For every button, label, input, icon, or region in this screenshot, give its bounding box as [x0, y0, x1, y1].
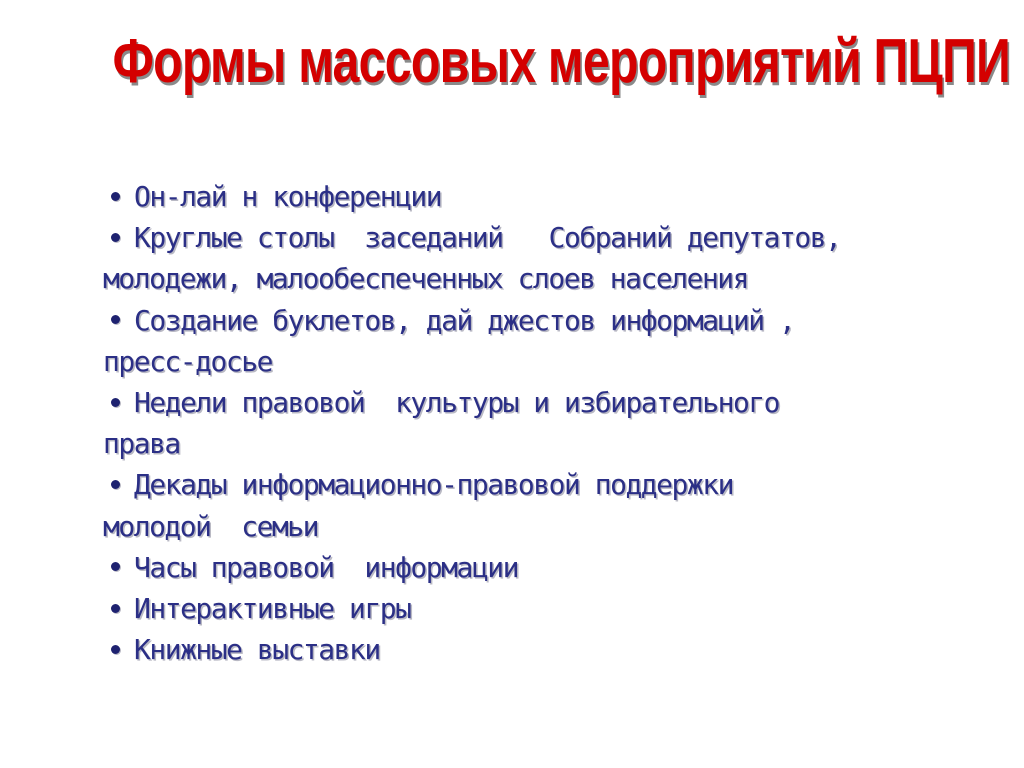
list-item	[103, 547, 843, 588]
slide-title: Формы массовых мероприятий ПЦПИ	[112, 27, 1011, 96]
bullet-icon	[111, 233, 120, 242]
list-item-text: Создание буклетов, дай джестов информаций , пресс-досье	[103, 303, 810, 378]
list-item	[103, 382, 843, 464]
list-item-text: Книжные выставки	[134, 633, 380, 667]
list-item-text: Часы правовой информации	[134, 550, 518, 584]
list-item	[103, 629, 843, 670]
bullet-icon	[111, 192, 120, 201]
list-item-text: Недели правовой культуры и избирательного права	[103, 386, 795, 461]
bullet-icon	[111, 480, 120, 489]
list-item-text: Декады информационно-правовой поддержки молодой семьи	[103, 468, 749, 543]
bullet-icon	[111, 398, 120, 407]
list-item-text: Он-лай н конференции	[134, 180, 442, 213]
list-item	[103, 217, 856, 299]
list-item	[103, 300, 843, 382]
bullet-icon	[111, 562, 120, 571]
list-item-text: Круглые столы заседаний Собраний депутатов, молодежи, малообеспеченных слоев населения	[103, 221, 856, 296]
list-item-text: Интерактивные игры	[134, 592, 411, 626]
list-item	[103, 588, 843, 629]
list-item	[103, 464, 843, 546]
bullet-icon	[111, 645, 120, 654]
bullet-list	[103, 176, 856, 670]
bullet-icon	[111, 604, 120, 613]
list-item	[103, 176, 843, 217]
bullet-icon	[111, 315, 120, 324]
